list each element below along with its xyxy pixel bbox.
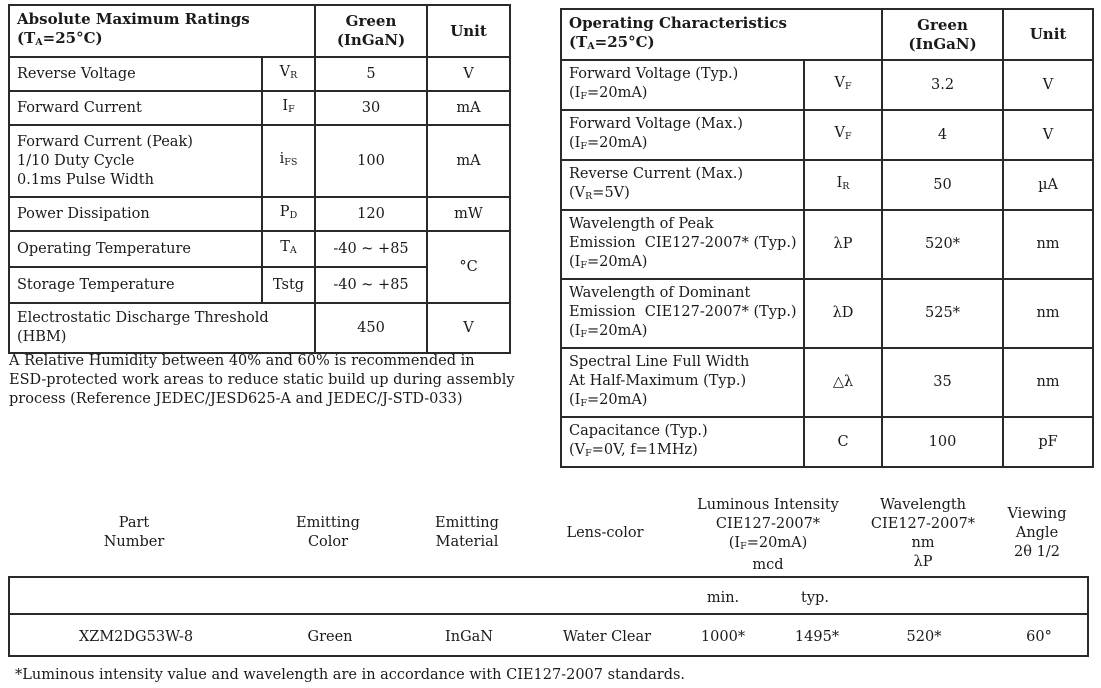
unit: V — [1003, 110, 1093, 160]
unit: V — [427, 303, 510, 353]
param-label: Storage Temperature — [9, 267, 262, 303]
absolute-maximum-ratings-table — [8, 4, 511, 354]
header-wavelength: Wavelength CIE127-2007* nm λP — [870, 497, 976, 570]
unit: nm — [1003, 210, 1093, 279]
param-label: Capacitance (Typ.) ($V_F=0V$, f=1MHz) — [561, 417, 804, 467]
oc-title: Operating Characteristics — [569, 13, 788, 32]
cell-emitting-material: InGaN — [445, 629, 493, 645]
param-label: Reverse Current (Max.) $(V_R=5V)$ — [561, 160, 804, 210]
value: -40 ~ +85 — [315, 267, 427, 303]
unit: °C — [427, 231, 510, 303]
unit: V — [427, 57, 510, 91]
table-row — [561, 279, 1093, 348]
param-label: Spectral Line Full Width At Half-Maximum (Typ.) $(I_F=20mA)$ — [561, 348, 804, 417]
esd-humidity-note: A Relative Humidity between 40% and 60% is recommended in ESD-protected work areas to reduce static build up during assembly process (Reference JEDEC/JESD625-A and JEDEC/J-STD-033) — [9, 353, 515, 407]
unit: mA — [427, 91, 510, 125]
param-label: Forward Current (Peak) 1/10 Duty Cycle 0.1ms Pulse Width — [9, 125, 262, 197]
header-emitting-color: Emitting Color — [296, 515, 360, 550]
table-row — [561, 417, 1093, 467]
oc-green-header: Green (InGaN) — [882, 9, 1003, 60]
param-label: Forward Voltage (Max.) $(I_F=20mA)$ — [561, 110, 804, 160]
cell-part-number: XZM2DG53W-8 — [78, 629, 194, 645]
oc-unit-header: Unit — [1003, 9, 1093, 60]
symbol: $V_F$ — [804, 60, 882, 110]
symbol: $I_R$ — [804, 160, 882, 210]
amr-title-cell — [9, 5, 315, 57]
param-label: Forward Voltage (Typ.) $(I_F=20mA)$ — [561, 60, 804, 110]
param-label: Electrostatic Discharge Threshold (HBM) — [9, 303, 315, 353]
cell-luminous-typ: 1495* — [794, 629, 840, 645]
amr-title: Absolute Maximum Ratings — [17, 10, 250, 28]
value: 100 — [882, 417, 1003, 467]
header-part-number: Part Number — [103, 515, 165, 550]
unit: nm — [1003, 348, 1093, 417]
table-row — [561, 60, 1093, 110]
value: 450 — [315, 303, 427, 353]
symbol: $I_F$ — [262, 91, 315, 125]
unit: µA — [1003, 160, 1093, 210]
param-label: Power Dissipation — [9, 197, 262, 231]
oc-title-cell — [561, 9, 882, 60]
table-row — [9, 125, 510, 197]
table-row — [561, 110, 1093, 160]
cell-luminous-min: 1000* — [700, 629, 746, 645]
symbol: λP — [804, 210, 882, 279]
unit: pF — [1003, 417, 1093, 467]
symbol: $P_D$ — [262, 197, 315, 231]
header-lens-color: Lens-color — [566, 525, 644, 541]
param-label: Operating Temperature — [9, 231, 262, 267]
table-row — [9, 57, 510, 91]
value: 120 — [315, 197, 427, 231]
operating-characteristics-table — [560, 8, 1094, 468]
value: 100 — [315, 125, 427, 197]
param-label: Wavelength of Dominant Emission CIE127-2007* (Typ.) $(I_F=20mA)$ — [561, 279, 804, 348]
amr-condition: $(T_A=25^\circ C)$ — [17, 29, 103, 48]
symbol: C — [804, 417, 882, 467]
oc-condition: $(T_A=25^\circ C)$ — [569, 32, 655, 52]
unit: V — [1003, 60, 1093, 110]
value: 3.2 — [882, 60, 1003, 110]
cell-viewing-angle: 60° — [1026, 629, 1052, 645]
param-label: Reverse Voltage — [9, 57, 262, 91]
symbol: Tstg — [262, 267, 315, 303]
header-luminous-intensity: Luminous Intensity CIE127-2007* $(I_F=20mA)$ mcd — [697, 497, 839, 573]
value: 4 — [882, 110, 1003, 160]
symbol: $V_F$ — [804, 110, 882, 160]
table-row — [9, 91, 510, 125]
symbol: $V_R$ — [262, 57, 315, 91]
table-row — [9, 231, 510, 267]
unit: nm — [1003, 279, 1093, 348]
amr-unit-header: Unit — [427, 5, 510, 57]
subheader-min: min. — [706, 590, 740, 606]
row-divider — [10, 613, 1087, 615]
amr-green-header: Green (InGaN) — [315, 5, 427, 57]
table-row — [561, 348, 1093, 417]
table-row — [9, 197, 510, 231]
symbol: $i_{FS}$ — [262, 125, 315, 197]
table-row — [561, 160, 1093, 210]
symbol: △λ — [804, 348, 882, 417]
value: 5 — [315, 57, 427, 91]
subheader-typ: typ. — [801, 590, 829, 606]
header-viewing-angle: Viewing Angle 2θ 1/2 — [1007, 506, 1067, 560]
product-table — [8, 576, 1089, 657]
value: 35 — [882, 348, 1003, 417]
product-table-header — [8, 495, 1089, 575]
table-row — [561, 210, 1093, 279]
cell-wavelength: 520* — [906, 629, 942, 645]
symbol: λD — [804, 279, 882, 348]
cell-emitting-color: Green — [307, 629, 353, 645]
value: 520* — [882, 210, 1003, 279]
cell-lens-color: Water Clear — [562, 629, 652, 645]
value: 30 — [315, 91, 427, 125]
unit: mA — [427, 125, 510, 197]
symbol: $T_A$ — [262, 231, 315, 267]
header-emitting-material: Emitting Material — [435, 515, 499, 550]
param-label: Wavelength of Peak Emission CIE127-2007* (Typ.) $(I_F=20mA)$ — [561, 210, 804, 279]
footnote: *Luminous intensity value and wavelength are in accordance with CIE127-2007 standards. — [15, 667, 686, 683]
param-label: Forward Current — [9, 91, 262, 125]
unit: mW — [427, 197, 510, 231]
value: 50 — [882, 160, 1003, 210]
value: 525* — [882, 279, 1003, 348]
table-row — [9, 303, 510, 353]
value: -40 ~ +85 — [315, 231, 427, 267]
